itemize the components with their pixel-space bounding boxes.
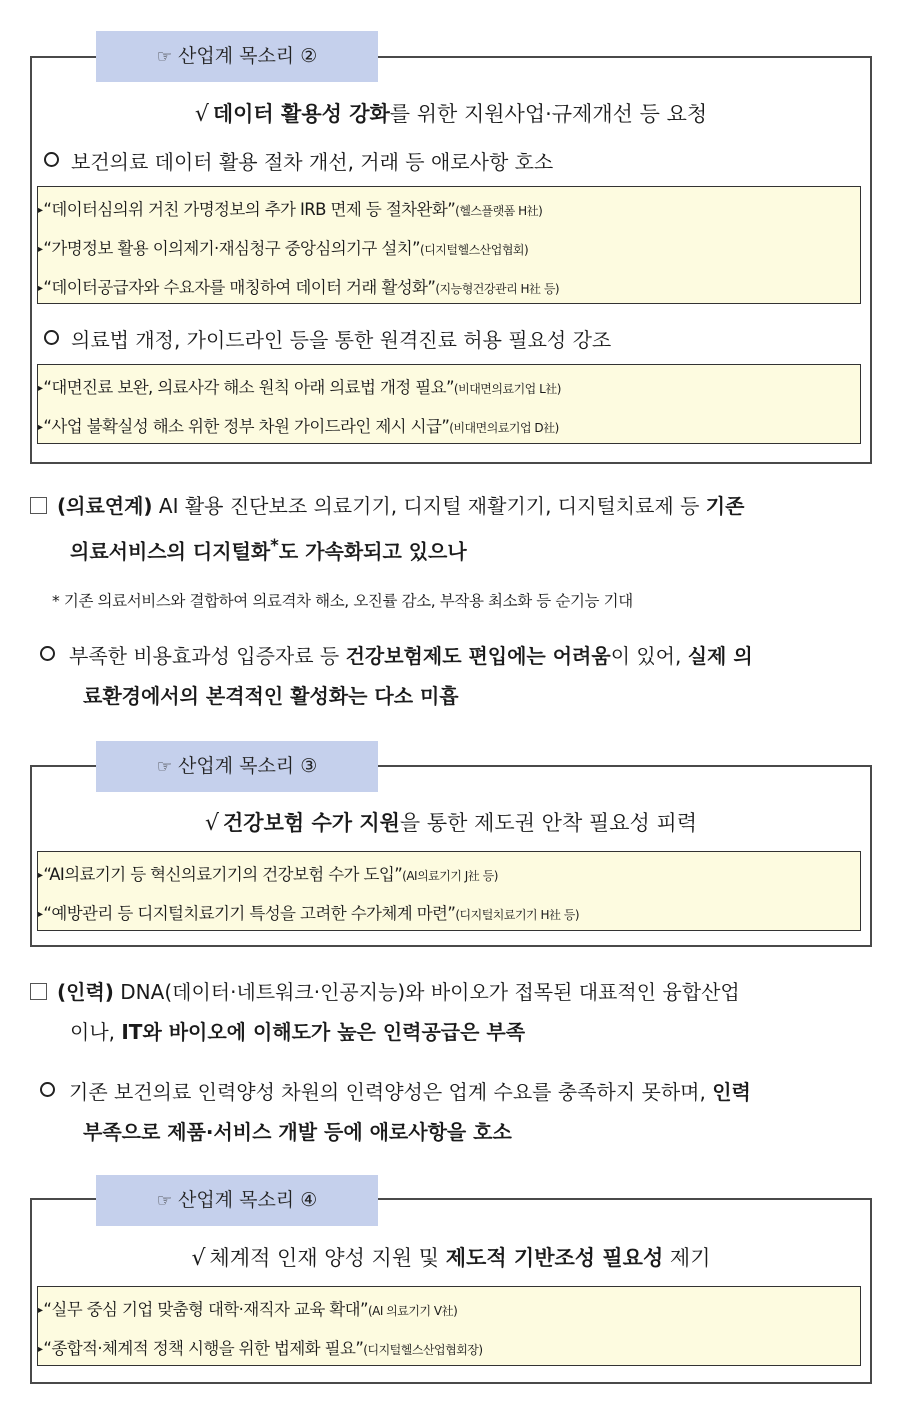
triangle-bullet-icon: ▸: [38, 383, 43, 394]
quote-text: “데이터심의위 거친 가명정보의 추가 IRB 면제 등 절차완화”: [43, 200, 456, 219]
heading-text: 을 통한 제도권 안착 필요성 피력: [399, 811, 698, 835]
section-bullet: [40, 636, 885, 716]
quote-text: “가명정보 활용 이의제기·재심청구 중앙심의기구 설치”: [43, 239, 421, 258]
footnote-marker: *: [270, 536, 279, 555]
section-workforce: [30, 972, 885, 1052]
quote-text: “AI의료기기 등 혁신의료기기의 건강보험 수가 도입”: [43, 865, 403, 884]
quote-text: “사업 불확실성 해소 위한 정부 차원 가이드라인 제시 시급”: [43, 417, 450, 436]
quote-text: “데이터공급자와 수요자를 매칭하여 데이터 거래 활성화”: [43, 278, 436, 297]
quote-line: [38, 269, 860, 308]
section-label: (인력): [57, 980, 114, 1004]
heading-bold: 제도적 기반조성 필요성: [445, 1246, 664, 1270]
open-circle-bullet-icon: [40, 1082, 55, 1097]
section-bold: 의료서비스의 디지털화: [70, 539, 271, 564]
bullet-line: [40, 1112, 885, 1152]
voice-tab: [96, 31, 378, 82]
pointing-hand-icon: ☞: [156, 757, 172, 777]
open-square-bullet-icon: [30, 983, 47, 1000]
quote-text: “실무 중심 기업 맞춤형 대학·재직자 교육 확대”: [43, 1300, 368, 1319]
triangle-bullet-icon: ▸: [38, 244, 43, 255]
bullet-text: 이 있어,: [610, 644, 688, 668]
section-line: [30, 486, 885, 526]
quote-source: (AI의료기기 J社 등): [402, 869, 498, 883]
heading-text: 체계적 인재 양성 지원 및: [209, 1246, 446, 1270]
section-bold: 도 가속화되고 있으나: [278, 539, 467, 564]
triangle-bullet-icon: ▸: [38, 422, 43, 433]
voice-box-3: [30, 765, 872, 947]
section-bold: 기존: [705, 494, 745, 518]
heading-text: 를 위한 지원사업·규제개선 등 요청: [389, 102, 708, 126]
quote-source: (비대면의료기업 L社): [453, 382, 561, 396]
triangle-bullet-icon: ▸: [38, 205, 43, 216]
section-text: DNA(데이터·네트워크·인공지능)와 바이오가 접목된 대표적인 융합산업: [113, 980, 740, 1004]
check-mark-icon: √: [194, 102, 209, 127]
quote-line: [38, 1330, 860, 1369]
quote-source: (디지털헬스산업협회장): [363, 1343, 483, 1357]
quote-source: (헬스플랫폼 H社): [455, 204, 543, 218]
bullet-text: 기존 보건의료 인력양성 차원의 인력양성은 업계 수요를 충족하지 못하며,: [69, 1080, 713, 1104]
bullet-line: [40, 1072, 885, 1112]
box-heading: [32, 807, 870, 837]
triangle-bullet-icon: ▸: [38, 1344, 43, 1355]
box-heading: [32, 98, 870, 128]
bullet-bold: 건강보험제도 편입에는 어려움: [345, 644, 611, 668]
open-circle-bullet-icon: [44, 152, 59, 167]
section-text: 이나,: [70, 1020, 122, 1044]
quote-line: [38, 1291, 860, 1330]
heading-text: 제기: [663, 1246, 711, 1270]
quote-source: (디지털헬스산업협회): [420, 243, 529, 257]
quote-source: (비대면의료기업 D社): [449, 421, 559, 435]
tab-label: 산업계 목소리 ③: [178, 755, 318, 777]
quote-source: (디지털치료기기 H社 등): [455, 908, 580, 922]
group-title-text: 보건의료 데이터 활용 절차 개선, 거래 등 애로사항 호소: [71, 150, 554, 174]
section-text: AI 활용 진단보조 의료기기, 디지털 재활기기, 디지털치료제 등: [152, 494, 706, 518]
triangle-bullet-icon: ▸: [38, 283, 43, 294]
group-title: [44, 324, 611, 353]
group-title: [44, 146, 553, 175]
tab-label: 산업계 목소리 ④: [178, 1189, 318, 1211]
quote-line: [38, 191, 860, 230]
group-title-text: 의료법 개정, 가이드라인 등을 통한 원격진료 허용 필요성 강조: [71, 328, 612, 352]
section-line: [30, 526, 885, 572]
section-medical: [30, 486, 885, 572]
tab-label: 산업계 목소리 ②: [178, 45, 318, 67]
quote-source: (AI 의료기기 V社): [367, 1304, 458, 1318]
heading-bold: 데이터 활용성 강화: [212, 102, 390, 126]
open-circle-bullet-icon: [40, 646, 55, 661]
section-label: (의료연계): [57, 494, 153, 518]
voice-box-2: [30, 56, 872, 464]
quote-text: “종합적·체계적 정책 시행을 위한 법제화 필요”: [43, 1339, 364, 1358]
bullet-bold: 료환경에서의 본격적인 활성화는 다소 미흡: [83, 684, 459, 708]
quote-box: [37, 851, 861, 931]
section-line: [30, 972, 885, 1012]
quote-box: [37, 364, 861, 444]
section-bullet: [40, 1072, 885, 1152]
bullet-bold: 인력: [712, 1080, 751, 1104]
section-line: [30, 1012, 885, 1052]
quote-source: (지능형건강관리 H社 등): [435, 282, 560, 296]
check-mark-icon: √: [204, 811, 219, 836]
footnote-text: * 기존 의료서비스와 결합하여 의료격차 해소, 오진률 감소, 부작용 최소화 등 순기능 기대: [52, 592, 633, 610]
section-bold: IT와 바이오에 이해도가 높은 인력공급은 부족: [121, 1020, 526, 1044]
voice-tab: [96, 1175, 378, 1226]
voice-tab: [96, 741, 378, 792]
quote-line: [38, 369, 860, 408]
triangle-bullet-icon: ▸: [38, 870, 43, 881]
heading-bold: 건강보험 수가 지원: [223, 811, 400, 835]
footnote: [52, 589, 633, 611]
quote-box: [37, 186, 861, 304]
quote-line: [38, 408, 860, 447]
quote-line: [38, 230, 860, 269]
bullet-line: [40, 676, 885, 716]
quote-line: [38, 895, 860, 934]
pointing-hand-icon: ☞: [156, 1191, 172, 1211]
quote-box: [37, 1286, 861, 1366]
open-circle-bullet-icon: [44, 330, 59, 345]
bullet-bold: 부족으로 제품·서비스 개발 등에 애로사항을 호소: [83, 1120, 512, 1144]
quote-line: [38, 856, 860, 895]
triangle-bullet-icon: ▸: [38, 909, 43, 920]
quote-text: “예방관리 등 디지털치료기기 특성을 고려한 수가체계 마련”: [43, 904, 456, 923]
check-mark-icon: √: [191, 1246, 206, 1271]
bullet-line: [40, 636, 885, 676]
pointing-hand-icon: ☞: [156, 47, 172, 67]
bullet-text: 부족한 비용효과성 입증자료 등: [69, 644, 346, 668]
box-heading: [32, 1242, 870, 1272]
triangle-bullet-icon: ▸: [38, 1305, 43, 1316]
quote-text: “대면진료 보완, 의료사각 해소 원칙 아래 의료법 개정 필요”: [43, 378, 454, 397]
open-square-bullet-icon: [30, 497, 47, 514]
bullet-bold: 실제 의: [687, 644, 753, 668]
